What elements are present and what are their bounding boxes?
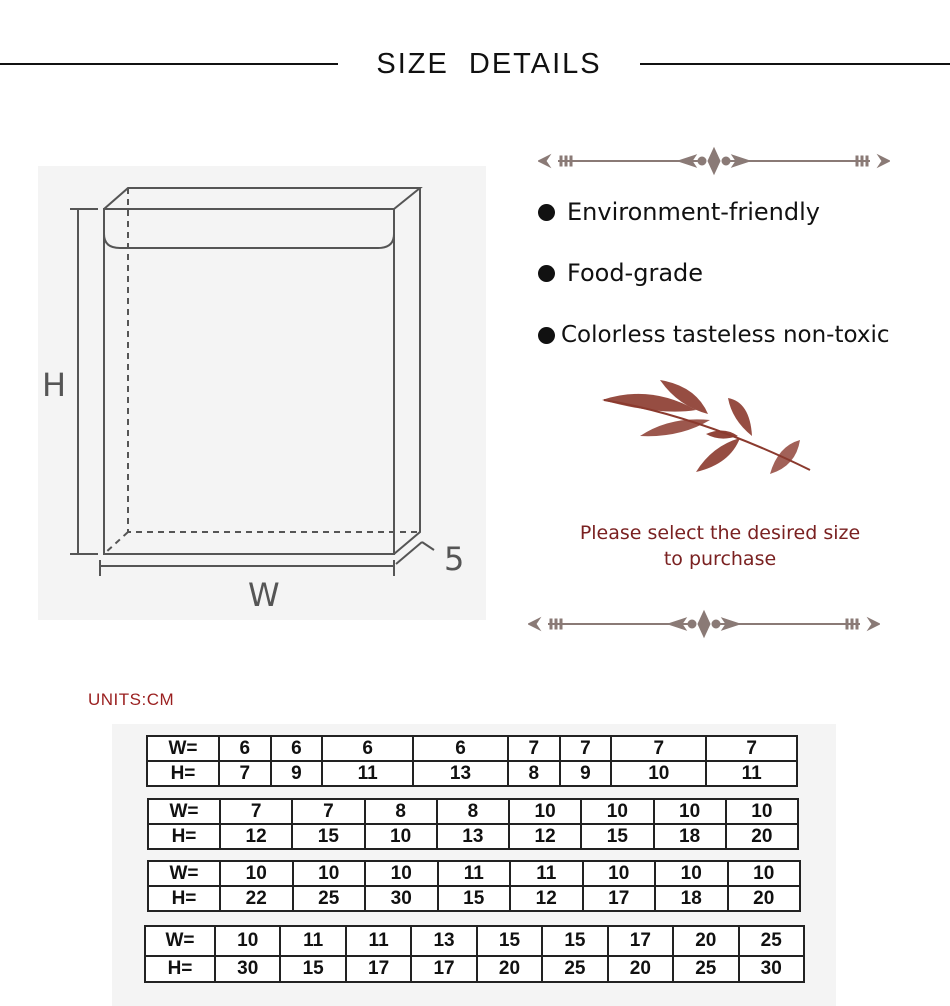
height-cell: 15 <box>292 824 364 849</box>
units-label: UNITS:CM <box>88 690 175 709</box>
height-cell: 30 <box>365 886 438 911</box>
width-row <box>148 861 800 886</box>
width-cell: 25 <box>739 926 805 956</box>
size-table-1 <box>146 735 798 787</box>
note-line-1: Please select the desired size <box>579 522 861 544</box>
width-cell: 7 <box>292 799 364 824</box>
header-rule-left <box>0 63 338 65</box>
width-cell: 11 <box>346 926 411 956</box>
width-cell: 8 <box>365 799 437 824</box>
feature-label: Colorless tasteless non-toxic <box>561 322 890 348</box>
height-cell: 10 <box>365 824 437 849</box>
width-row <box>147 736 797 761</box>
leaf-branch-icon <box>600 376 814 480</box>
width-cell: 7 <box>611 736 706 761</box>
width-row-label: W= <box>145 926 215 956</box>
height-cell: 13 <box>413 761 508 786</box>
height-cell: 15 <box>438 886 511 911</box>
width-cell: 10 <box>581 799 653 824</box>
width-cell: 11 <box>280 926 345 956</box>
width-cell: 7 <box>706 736 797 761</box>
height-cell: 12 <box>509 824 581 849</box>
box-outline-illustration <box>38 166 486 620</box>
width-cell: 10 <box>655 861 728 886</box>
width-cell: 8 <box>437 799 509 824</box>
bullet-icon <box>538 204 555 221</box>
bullet-icon <box>538 265 555 282</box>
width-cell: 11 <box>510 861 583 886</box>
width-cell: 6 <box>271 736 323 761</box>
width-cell: 10 <box>583 861 656 886</box>
width-cell: 10 <box>728 861 801 886</box>
ornament-divider-bottom-icon <box>528 609 880 639</box>
height-cell: 18 <box>654 824 726 849</box>
width-cell: 7 <box>220 799 292 824</box>
width-row <box>145 926 804 956</box>
height-cell: 7 <box>219 761 271 786</box>
height-cell: 8 <box>508 761 560 786</box>
feature-label: Environment-friendly <box>567 198 820 226</box>
width-cell: 15 <box>477 926 542 956</box>
size-table-4 <box>144 925 805 983</box>
purchase-note <box>560 520 880 572</box>
height-cell: 9 <box>271 761 323 786</box>
page-title: SIZE DETAILS <box>376 48 602 80</box>
feature-item <box>538 198 820 226</box>
height-cell: 20 <box>726 824 798 849</box>
height-row-label: H= <box>145 956 215 982</box>
height-cell: 20 <box>477 956 542 982</box>
height-cell: 9 <box>560 761 612 786</box>
height-row <box>147 761 797 786</box>
height-cell: 11 <box>322 761 413 786</box>
width-cell: 10 <box>654 799 726 824</box>
width-cell: 15 <box>542 926 607 956</box>
height-cell: 20 <box>608 956 673 982</box>
height-row-label: H= <box>148 824 220 849</box>
width-cell: 10 <box>365 861 438 886</box>
ornament-divider-top-icon <box>538 146 890 176</box>
feature-item <box>538 259 703 287</box>
width-cell: 10 <box>726 799 798 824</box>
height-cell: 10 <box>611 761 706 786</box>
width-cell: 10 <box>215 926 280 956</box>
height-cell: 17 <box>346 956 411 982</box>
height-label: H <box>42 366 67 404</box>
height-row-label: H= <box>147 761 219 786</box>
width-label: W <box>248 576 280 614</box>
size-table-3 <box>147 860 801 912</box>
height-cell: 25 <box>542 956 607 982</box>
header-rule-right <box>640 63 950 65</box>
height-cell: 20 <box>728 886 801 911</box>
height-row-label: H= <box>148 886 220 911</box>
width-cell: 20 <box>673 926 738 956</box>
width-cell: 13 <box>411 926 476 956</box>
height-cell: 11 <box>706 761 797 786</box>
depth-label: 5 <box>444 540 465 578</box>
height-cell: 12 <box>220 824 292 849</box>
box-dimension-diagram <box>38 166 486 620</box>
width-cell: 7 <box>508 736 560 761</box>
height-row <box>148 824 798 849</box>
height-cell: 17 <box>411 956 476 982</box>
note-line-2: to purchase <box>663 548 777 570</box>
width-cell: 10 <box>293 861 366 886</box>
height-cell: 30 <box>215 956 280 982</box>
width-cell: 11 <box>438 861 511 886</box>
height-cell: 25 <box>293 886 366 911</box>
height-cell: 18 <box>655 886 728 911</box>
width-cell: 6 <box>322 736 413 761</box>
feature-label: Food-grade <box>567 259 704 287</box>
width-row-label: W= <box>148 799 220 824</box>
height-cell: 15 <box>280 956 345 982</box>
height-row <box>148 886 800 911</box>
width-row-label: W= <box>147 736 219 761</box>
size-table-2 <box>147 798 799 850</box>
width-cell: 6 <box>413 736 508 761</box>
height-cell: 12 <box>510 886 583 911</box>
bullet-icon <box>538 327 555 344</box>
height-cell: 22 <box>220 886 293 911</box>
height-cell: 13 <box>437 824 509 849</box>
width-row <box>148 799 798 824</box>
width-cell: 7 <box>560 736 612 761</box>
height-row <box>145 956 804 982</box>
width-cell: 6 <box>219 736 271 761</box>
height-cell: 15 <box>581 824 653 849</box>
width-row-label: W= <box>148 861 220 886</box>
width-cell: 10 <box>509 799 581 824</box>
width-cell: 17 <box>608 926 673 956</box>
height-cell: 30 <box>739 956 805 982</box>
feature-item <box>538 322 890 348</box>
width-cell: 10 <box>220 861 293 886</box>
height-cell: 17 <box>583 886 656 911</box>
height-cell: 25 <box>673 956 738 982</box>
